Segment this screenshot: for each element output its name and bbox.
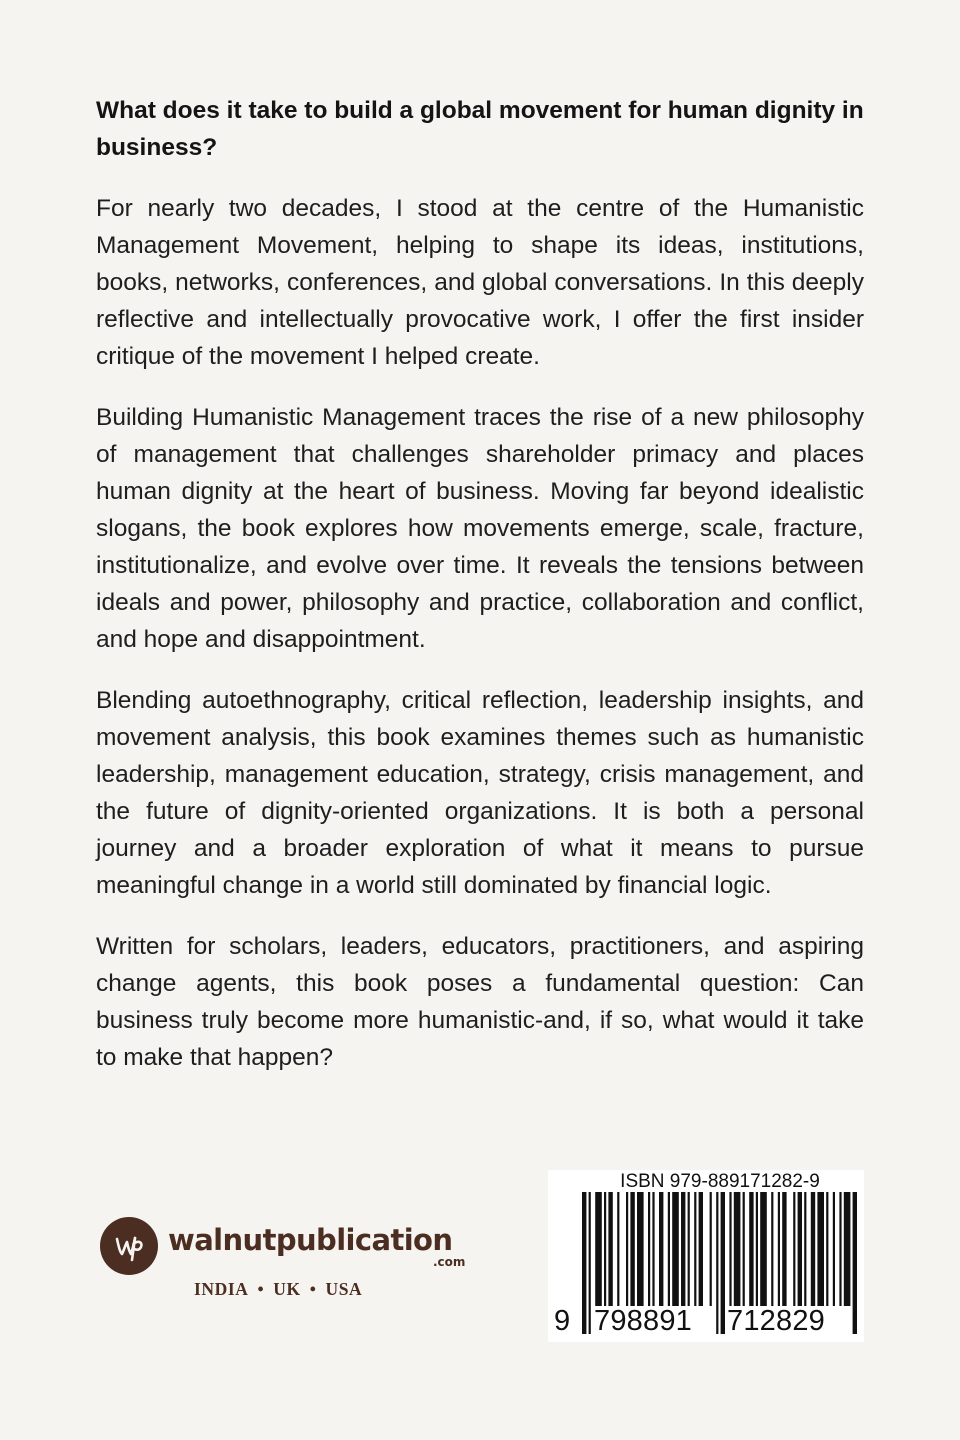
barcode-bar	[582, 1192, 586, 1334]
barcode-bar	[833, 1192, 835, 1306]
barcode-bar	[699, 1192, 703, 1306]
barcode-bar	[672, 1192, 679, 1306]
barcode-bar	[798, 1192, 802, 1306]
publisher-domain-suffix: .com	[433, 1255, 466, 1269]
barcode-bar	[778, 1192, 780, 1306]
barcode-bar	[626, 1192, 628, 1306]
barcode-bar	[771, 1192, 773, 1306]
blurb	[96, 92, 864, 1100]
blurb-paragraph-1: For nearly two decades, I stood at the centre of the Humanistic Management Movement, helping to shape its ideas, institutions, books, networks, conferences, and global conversations. In this deeply reflective and intellectually provocative work, I offer the first insider critique of the movement I helped create.	[96, 195, 864, 370]
barcode-bar	[595, 1192, 602, 1306]
barcode-bar	[668, 1192, 670, 1306]
barcode-bar	[782, 1192, 786, 1306]
blurb-paragraph-3: Blending autoethnography, critical reflection, leadership insights, and movement analysis, this book examines themes such as humanistic leadership, management education, strategy, crisis management, and the future of dignity-oriented organizations. It is both a personal journey and a broader exploration of what it means to pursue meaningful change in a world still dominated by financial logic.	[96, 687, 864, 899]
barcode-bar	[694, 1192, 696, 1306]
barcode-digits-left: 798891	[594, 1305, 692, 1337]
barcode-bar	[756, 1192, 758, 1306]
region-separator: •	[257, 1279, 265, 1299]
barcode-bar	[826, 1192, 828, 1306]
barcode-bar	[743, 1192, 745, 1306]
barcode-digit-first: 9	[554, 1305, 571, 1337]
barcode-bar	[637, 1192, 644, 1306]
barcode-bar	[648, 1192, 650, 1306]
publisher-name: walnutpublication	[168, 1223, 453, 1257]
isbn-barcode	[548, 1170, 864, 1342]
blurb-headline: What does it take to build a global movement for human dignity in business?	[96, 97, 864, 161]
barcode-bar	[734, 1192, 741, 1306]
barcode-bar	[804, 1192, 806, 1306]
region-india: INDIA	[194, 1279, 249, 1299]
barcode-bar	[688, 1192, 690, 1306]
barcode-bar	[617, 1192, 619, 1306]
barcode-bar	[749, 1192, 753, 1306]
barcode-bar	[844, 1192, 851, 1306]
region-separator: •	[309, 1279, 317, 1299]
barcode-bar	[716, 1192, 718, 1334]
publisher-logo	[100, 1215, 480, 1305]
barcode-bar	[817, 1192, 824, 1306]
isbn-label: ISBN 979-889171282-9	[620, 1171, 820, 1192]
barcode-bar	[793, 1192, 795, 1306]
barcode-bar	[729, 1192, 731, 1306]
blurb-paragraph-4: Written for scholars, leaders, educators, practitioners, and aspiring change agents, this book poses a fundamental question: Can business truly become more humanistic-and, if so, what would it take to make that happen?	[96, 933, 864, 1071]
barcode-bar	[853, 1192, 857, 1334]
barcode-bar	[760, 1192, 767, 1306]
barcode-bar	[652, 1192, 654, 1306]
region-uk: UK	[273, 1279, 301, 1299]
region-usa: USA	[325, 1279, 363, 1299]
barcode-digits-right: 712829	[727, 1305, 825, 1337]
publisher-regions	[194, 1279, 362, 1300]
barcode-bar	[659, 1192, 663, 1306]
barcode-bar	[811, 1192, 815, 1306]
barcode-bar	[710, 1192, 712, 1306]
barcode-bar	[681, 1192, 685, 1306]
barcode-bar	[589, 1192, 591, 1334]
barcode-bar	[630, 1192, 634, 1306]
barcode-bar	[839, 1192, 841, 1306]
blurb-paragraph-2: Building Humanistic Management traces the rise of a new philosophy of management that challenges shareholder primacy and places human dignity at the heart of business. Moving far beyond idealistic slogans, the book explores how movements emerge, scale, fracture, institutionalize, and evolve over time. It reveals the tensions between ideals and power, philosophy and practice, collaboration and conflict, and hope and disappointment.	[96, 404, 864, 653]
wp-monogram-icon	[100, 1217, 158, 1275]
barcode-bar	[608, 1192, 612, 1306]
barcode-bar	[604, 1192, 606, 1306]
